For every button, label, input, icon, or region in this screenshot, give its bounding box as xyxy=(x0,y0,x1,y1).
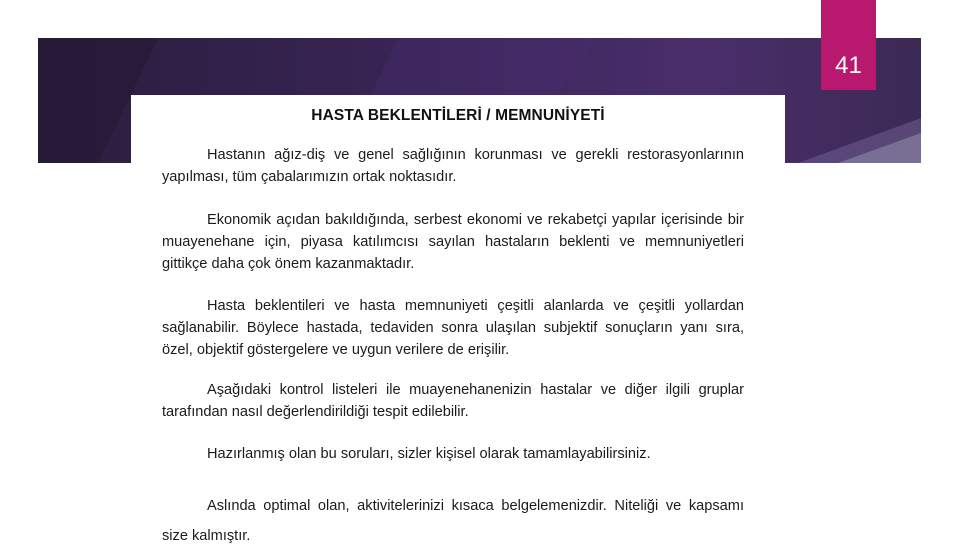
paragraph-5: Hazırlanmış olan bu soruları, sizler kişisel olarak tamamlayabilirsiniz. xyxy=(207,446,651,462)
paragraph-4: Aşağıdaki kontrol listeleri ile muayenehanenizin hastalar ve diğer ilgili gruplar tarafından nasıl değerlendirildiği tespit edilebilir. xyxy=(162,382,744,420)
document-title: HASTA BEKLENTİLERİ / MEMNUNİYETİ xyxy=(311,107,605,124)
page-number: 41 xyxy=(835,52,862,79)
paragraph-3: Hasta beklentileri ve hasta memnuniyeti çeşitli alanlarda ve çeşitli yollardan sağlanabilir. Böylece hastada, tedaviden sonra ulaşılan subjektif sonuçların yanı sıra, özel, objektif göstergelere ve uygun verilere de erişilir. xyxy=(162,298,744,358)
page-number-badge xyxy=(821,0,876,90)
paragraph-1: Hastanın ağız-diş ve genel sağlığının korunması ve gerekli restorasyonlarının yapılması, tüm çabalarımızın ortak noktasıdır. xyxy=(162,147,744,185)
paragraph-6: Aslında optimal olan, aktivitelerinizi kısaca belgelemenizdir. Niteliği ve kapsamı size kalmıştır. xyxy=(162,498,744,544)
paragraph-2: Ekonomik açıdan bakıldığında, serbest ekonomi ve rekabetçi yapılar içerisinde bir muayenehane için, piyasa katılımcısı sayılan hastaların beklenti ve memnuniyetleri gittikçe daha çok önem kazanmaktadır. xyxy=(162,212,744,272)
document-page xyxy=(131,95,785,544)
